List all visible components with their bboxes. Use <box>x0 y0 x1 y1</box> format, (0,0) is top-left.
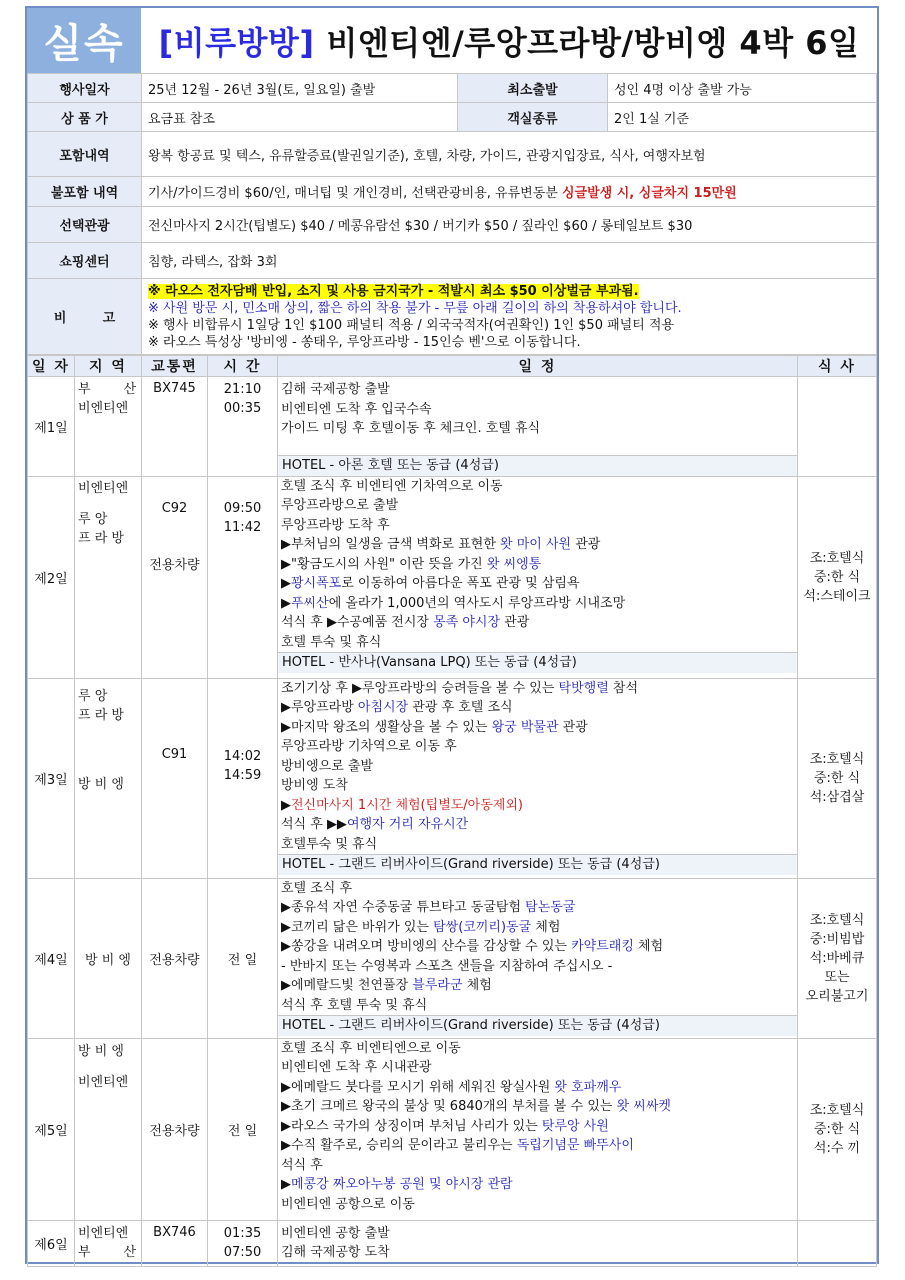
plan-line <box>281 1117 794 1137</box>
min-label: 최소출발 <box>458 74 608 103</box>
transport-cell <box>142 476 208 678</box>
text: 로 이동하여 아름다운 폭포 관광 및 삼림욕 <box>341 576 580 591</box>
meal-lunch: 중:한 식 <box>813 770 861 786</box>
text: 에 올라가 1,000년의 역사도시 루앙프라방 시내조망 <box>328 595 626 611</box>
transport-cell: BX746 <box>142 1220 208 1266</box>
plan-line: 호텔 조식 후 비엔티엔 기차역으로 이동 <box>281 478 503 494</box>
highlight: 아침시장 <box>357 700 409 715</box>
highlight: 탐쌍(코끼리)동굴 <box>433 919 532 935</box>
notes <box>142 279 877 355</box>
plan-line <box>281 613 794 633</box>
plan-line: 호텔투숙 및 휴식 <box>281 836 378 852</box>
plan-line <box>281 937 794 957</box>
plan-line <box>281 574 794 594</box>
incl-label: 포함내역 <box>28 132 142 177</box>
text: ▶ <box>281 576 291 591</box>
text: 체험 <box>462 978 492 993</box>
info-table <box>27 73 877 355</box>
plan-cell <box>278 1038 798 1220</box>
col-meal: 식 사 <box>798 356 877 377</box>
day-label: 제2일 <box>28 476 75 678</box>
region-vientiane: 비엔티엔 <box>78 1226 129 1241</box>
time-depart: 09:50 <box>223 500 262 516</box>
plan-line: 방비엥으로 출발 <box>281 758 374 774</box>
highlight: 왓 씨싸켓 <box>616 1099 671 1114</box>
excl-label: 불포함 내역 <box>28 177 142 207</box>
plan-line <box>281 796 794 816</box>
note-ecig: ※ 라오스 전자담배 반입, 소지 및 사용 금지국가 - 적발시 최소 $50 이상벌금 부과됨. <box>148 284 639 299</box>
private-car: 전용차량 <box>149 557 200 573</box>
plan-line <box>281 555 794 575</box>
hotel-line: HOTEL - 반사나(Vansana LPQ) 또는 동급 (4성급) <box>278 652 797 673</box>
highlight: 푸씨산 <box>291 595 329 611</box>
time-cell: 전 일 <box>208 1038 278 1220</box>
day-label: 제4일 <box>28 878 75 1038</box>
plan-line: 호텔 투숙 및 휴식 <box>281 634 382 650</box>
plan-line <box>281 918 794 938</box>
plan-line: 루앙프라방 도착 후 <box>281 517 390 533</box>
note-transport: ※ 라오스 특성상 '방비엥 - 쏭태우, 루앙프라방 - 15인승 벤'으로 이동합니다. <box>148 335 581 350</box>
text: 석식 후 ▶수공예품 전시장 <box>281 615 434 630</box>
region-prabang: 프 라 방 <box>78 707 124 723</box>
transport-cell: 전용차량 <box>142 1038 208 1220</box>
col-transport: 교통편 <box>142 356 208 377</box>
highlight: 왓 마이 사원 <box>500 537 572 552</box>
time-arrive: 14:59 <box>223 767 262 783</box>
col-region: 지 역 <box>75 356 142 377</box>
plan-line: 비엔티엔 도착 후 입국수속 <box>281 401 432 417</box>
text: 체험 <box>633 939 664 954</box>
page-header <box>27 8 877 73</box>
plan-cell <box>278 1220 798 1266</box>
hotel-line: HOTEL - 아론 호텔 또는 동급 (4성급) <box>278 455 797 476</box>
text: ▶종유석 자연 수중동굴 튜브타고 동굴탐험 <box>281 900 526 915</box>
transport-cell: 전용차량 <box>142 878 208 1038</box>
day-label: 제1일 <box>28 377 75 477</box>
text: ▶"황금도시의 사원" 이란 뜻을 가진 <box>281 556 487 572</box>
room-label: 객실종류 <box>458 103 608 132</box>
plan-line: 루앙프라방으로 출발 <box>281 498 399 513</box>
time-cell: 전 일 <box>208 878 278 1038</box>
text: 관광 후 호텔 조식 <box>408 700 513 715</box>
meal-cell <box>798 476 877 678</box>
meal-lunch: 중:한 식 <box>813 569 861 585</box>
plan-line: 비엔티엔 도착 후 시내관광 <box>281 1060 432 1075</box>
text: 관광 <box>558 719 588 735</box>
plan-cell <box>278 678 798 878</box>
region-luang: 루 앙 <box>78 511 108 527</box>
plan-line: 비엔티엔 공항 출발 <box>281 1225 390 1241</box>
plan-line: 김해 국제공항 출발 <box>281 382 390 397</box>
hotel-line: HOTEL - 그랜드 리버사이드(Grand riverside) 또는 동급 (4성급) <box>278 854 797 875</box>
highlight: 몽족 야시장 <box>433 615 501 630</box>
excl-single-charge: 싱글발생 시, 싱글차지 15만원 <box>561 186 737 201</box>
meal-dinner: 석:삼겹살 <box>809 789 865 805</box>
shop-label: 쇼핑센터 <box>28 243 142 279</box>
opt-label: 선택관광 <box>28 207 142 243</box>
text: ▶에메랄드빛 천연풀장 <box>281 978 413 993</box>
text: ▶초기 크메르 왕국의 불상 및 6840개의 부처를 볼 수 있는 <box>281 1099 617 1114</box>
highlight: 독립기념문 빠뚜사이 <box>516 1138 634 1153</box>
plan-line: 비엔티엔 공항으로 이동 <box>281 1196 415 1212</box>
train-no: C92 <box>161 500 188 516</box>
time-cell <box>208 476 278 678</box>
day-row <box>28 878 877 1038</box>
plan-line: 김해 국제공항 도착 <box>281 1245 390 1260</box>
text: 조기기상 후 ▶루앙프라방의 승려들을 볼 수 있는 <box>281 680 559 696</box>
badge: 실속 <box>27 8 141 73</box>
meal-cell <box>798 1220 877 1266</box>
highlight: 왓 씨엥통 <box>486 556 542 572</box>
meal-lunch: 중:한 식 <box>813 1121 861 1137</box>
plan-line <box>281 898 794 918</box>
meal-dinner: 석:바베큐 <box>809 950 865 966</box>
text: ▶ <box>281 595 291 611</box>
region-cell <box>75 1220 142 1266</box>
title-tag: [비루방방] <box>158 23 315 62</box>
region-vientiane: 비엔티엔 <box>78 480 129 496</box>
col-plan: 일 정 <box>278 356 798 377</box>
text: ▶수직 활주로, 승리의 문이라고 불리우는 <box>281 1138 517 1153</box>
highlight: 꽝시폭포 <box>291 576 342 591</box>
text: ▶쏭강을 내려오며 방비엥의 산수를 감상할 수 있는 <box>281 939 572 954</box>
meal-dinner: 석:스테이크 <box>803 588 871 604</box>
text: ▶부처님의 일생을 금색 벽화로 표현한 <box>281 537 501 552</box>
highlight: 카약트래킹 <box>571 939 634 954</box>
transport-cell: C91 <box>142 678 208 878</box>
plan-line <box>281 718 794 738</box>
region-cell <box>75 1038 142 1220</box>
transport-cell: BX745 <box>142 377 208 477</box>
plan-line <box>281 815 794 835</box>
plan-line <box>281 1136 794 1156</box>
region-cell <box>75 678 142 878</box>
plan-line: 방비엥 도착 <box>281 778 348 793</box>
day-row <box>28 377 877 477</box>
region-vientiane: 비엔티엔 <box>78 401 129 416</box>
plan-cell <box>278 377 798 477</box>
text: ▶루앙프라방 <box>281 700 358 715</box>
price-label: 상 품 가 <box>28 103 142 132</box>
highlight: 왕궁 박물관 <box>491 719 559 735</box>
opt-value: 전신마사지 2시간(팁별도) $40 / 메콩유람선 $30 / 버기카 $50 / 짚라인 $60 / 롱테일보트 $30 <box>142 207 877 243</box>
meal-breakfast: 조:호텔식 <box>809 751 865 767</box>
region-vangvieng: 방 비 엥 <box>78 1043 124 1059</box>
excl-value: 기사/가이드경비 $60/인, 매너팁 및 개인경비, 선택관광비용, 유류변동분 <box>148 186 558 201</box>
meal-cell <box>798 377 877 477</box>
title-text: 비엔티엔/루앙프라방/방비엥 4박 6일 <box>326 23 860 62</box>
itinerary-page <box>25 6 879 1264</box>
plan-line: 호텔 조식 후 <box>281 880 353 896</box>
text: 관광 <box>500 615 530 630</box>
meal-cell <box>798 878 877 1038</box>
meal-cell <box>798 1038 877 1220</box>
plan-line: 석식 후 <box>281 1157 323 1173</box>
highlight: 여행자 거리 자유시간 <box>346 817 469 832</box>
note-label: 비 고 <box>28 279 142 355</box>
highlight: 탁밧행렬 <box>558 680 609 696</box>
plan-line: 호텔 조식 후 비엔티엔으로 이동 <box>281 1040 461 1056</box>
plan-line: 루앙프라방 기차역으로 이동 후 <box>281 739 457 754</box>
plan-line: 석식 후 호텔 투숙 및 휴식 <box>281 997 428 1013</box>
day-label: 제3일 <box>28 678 75 878</box>
region-busan: 부 산 <box>78 382 136 397</box>
day-row <box>28 476 877 678</box>
col-day: 일 자 <box>28 356 75 377</box>
time-arrive: 00:35 <box>223 401 262 416</box>
period-label: 행사일자 <box>28 74 142 103</box>
highlight: 탓루앙 사원 <box>541 1118 609 1134</box>
text: ▶마지막 왕조의 생활상을 볼 수 있는 <box>281 719 492 735</box>
time-depart: 14:02 <box>223 748 262 764</box>
shop-value: 침향, 라텍스, 잡화 3회 <box>142 243 877 279</box>
plan-line <box>281 1078 794 1098</box>
highlight: 블루라군 <box>412 978 463 993</box>
hotel-line: HOTEL - 그랜드 리버사이드(Grand riverside) 또는 동급 (4성급) <box>278 1015 797 1036</box>
time-cell <box>208 1220 278 1266</box>
plan-line: 가이드 미팅 후 호텔이동 후 체크인. 호텔 휴식 <box>281 421 541 436</box>
price-value: 요금표 참조 <box>142 103 458 132</box>
text: 참석 <box>608 680 639 696</box>
note-dress-code: ※ 사원 방문 시, 민소매 상의, 짧은 하의 착용 불가 - 무릎 아래 길이의 하의 착용하셔야 합니다. <box>148 301 682 316</box>
plan-line <box>281 1175 794 1195</box>
meal-breakfast: 조:호텔식 <box>809 550 865 566</box>
col-time: 시 간 <box>208 356 278 377</box>
schedule-table <box>27 355 877 1267</box>
text: ▶에메랄드 붓다를 모시기 위해 세워진 왕실사원 <box>281 1079 555 1095</box>
highlight: 왓 호파깨우 <box>554 1079 622 1095</box>
region-prabang: 프 라 방 <box>78 530 124 546</box>
page-title <box>141 8 877 73</box>
note-penalty: ※ 행사 비합류시 1일당 1인 $100 패널티 적용 / 외국국적자(여권확인) 1인 $50 패널티 적용 <box>148 318 675 333</box>
text: ▶ <box>281 797 291 813</box>
plan-cell <box>278 476 798 678</box>
region-busan: 부 산 <box>78 1245 136 1260</box>
text: ▶ <box>281 1177 291 1192</box>
region-cell <box>75 476 142 678</box>
meal-dinner-or: 또는 <box>824 969 850 985</box>
room-value: 2인 1실 기준 <box>608 103 877 132</box>
region-cell: 방 비 엥 <box>75 878 142 1038</box>
text: 석식 후 ▶▶ <box>281 817 347 832</box>
day-row <box>28 1220 877 1266</box>
time-arrive: 07:50 <box>223 1245 262 1260</box>
region-vangvieng: 방 비 엥 <box>78 776 124 792</box>
highlight: 전신마사지 1시간 체험(팁별도/아동제외) <box>291 797 523 813</box>
region-vientiane: 비엔티엔 <box>78 1074 129 1090</box>
time-arrive: 11:42 <box>223 519 262 535</box>
plan-line <box>281 535 794 555</box>
text: ▶라오스 국가의 상징이며 부처님 사리가 있는 <box>281 1118 542 1134</box>
incl-value: 왕복 항공료 및 텍스, 유류할증료(발권일기준), 호텔, 차량, 가이드, 관광지입장료, 식사, 여행자보험 <box>142 132 877 177</box>
plan-line: - 반바지 또는 수영복과 스포츠 샌들을 지참하여 주십시오 - <box>281 958 613 974</box>
excl-cell <box>142 177 877 207</box>
region-cell <box>75 377 142 477</box>
time-cell <box>208 377 278 477</box>
text: 관광 <box>571 537 601 552</box>
text: ▶코끼리 닮은 바위가 있는 <box>281 919 434 935</box>
time-cell <box>208 678 278 878</box>
highlight: 탐논동굴 <box>525 900 576 915</box>
meal-breakfast: 조:호텔식 <box>809 912 865 928</box>
plan-line <box>281 698 794 718</box>
plan-line <box>281 976 794 996</box>
min-value: 성인 4명 이상 출발 가능 <box>608 74 877 103</box>
day-label: 제6일 <box>28 1220 75 1266</box>
plan-line <box>281 1097 794 1117</box>
period-value: 25년 12월 - 26년 3월(토, 일요일) 출발 <box>142 74 458 103</box>
meal-dinner: 석:수 끼 <box>813 1140 861 1156</box>
day-row <box>28 1038 877 1220</box>
time-depart: 21:10 <box>223 382 262 397</box>
day-row <box>28 678 877 878</box>
meal-breakfast: 조:호텔식 <box>809 1102 865 1118</box>
meal-cell <box>798 678 877 878</box>
plan-cell <box>278 878 798 1038</box>
plan-line <box>281 679 794 699</box>
meal-lunch: 중:비빔밥 <box>809 931 865 947</box>
day-label: 제5일 <box>28 1038 75 1220</box>
time-depart: 01:35 <box>223 1226 262 1241</box>
text: 체험 <box>531 919 561 935</box>
meal-dinner-alt: 오리불고기 <box>805 988 869 1004</box>
highlight: 메콩강 짜오아누봉 공원 및 야시장 관람 <box>291 1177 513 1192</box>
region-luang: 루 앙 <box>78 688 108 704</box>
plan-line <box>281 594 794 614</box>
